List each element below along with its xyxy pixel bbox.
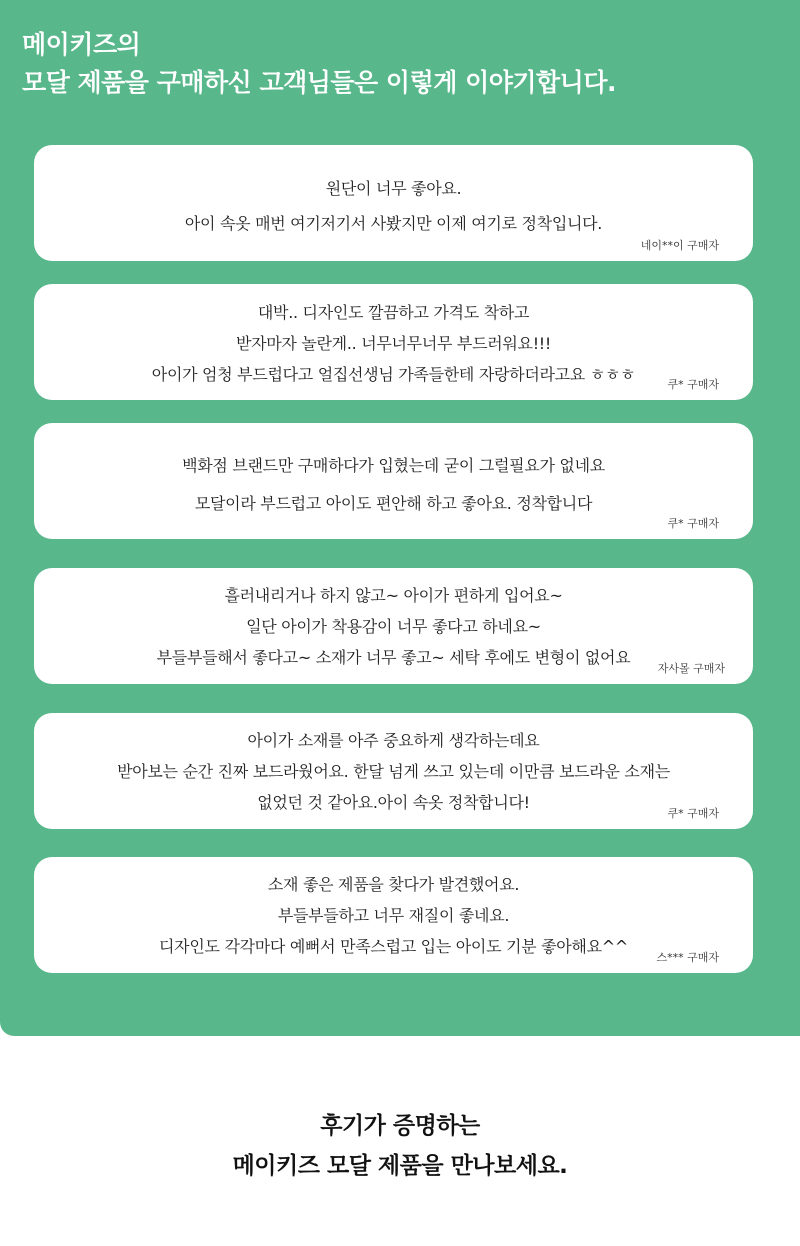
review-line: 디자인도 각각마다 예뻐서 만족스럽고 입는 아이도 기분 좋아해요^^: [159, 937, 628, 956]
review-text: [34, 447, 753, 523]
review-card: [34, 423, 753, 539]
review-line: 받자마자 놀란게.. 너무너무너무 부드러워요!!!: [235, 334, 552, 353]
review-line: 부들부들해서 좋다고~ 소재가 너무 좋고~ 세탁 후에도 변형이 없어요: [156, 648, 631, 667]
review-line: 원단이 너무 좋아요.: [325, 179, 462, 198]
buyer-label: 쿠* 구매자: [667, 378, 719, 391]
review-line: 일단 아이가 착용감이 너무 좋다고 하네요~: [246, 617, 541, 636]
buyer-label: 쿠* 구매자: [667, 807, 719, 820]
closing-message: [0, 1106, 800, 1186]
review-line: 소재 좋은 제품을 찾다가 발견했어요.: [267, 875, 520, 894]
review-line: 모달이라 부드럽고 아이도 편안해 하고 좋아요. 정착합니다: [194, 494, 593, 513]
review-line: 받아보는 순간 진짜 보드라웠어요. 한달 넘게 쓰고 있는데 이만큼 보드라운 소재는: [117, 762, 670, 781]
buyer-label: 네이**이 구매자: [640, 239, 719, 252]
review-card: [34, 284, 753, 400]
closing-line-2: 메이키즈 모달 제품을 만나보세요.: [232, 1153, 568, 1179]
review-line: 대박.. 디자인도 깔끔하고 가격도 착하고: [257, 303, 530, 322]
review-card: [34, 857, 753, 973]
review-line: 아이 속옷 매번 여기저기서 사봤지만 이제 여기로 정착입니다.: [184, 214, 603, 233]
closing-line-1: 후기가 증명하는: [320, 1113, 480, 1139]
review-card: [34, 145, 753, 261]
buyer-label: 스*** 구매자: [656, 951, 719, 964]
review-text: [34, 580, 753, 673]
review-line: 백화점 브랜드만 구매하다가 입혔는데 굳이 그럴필요가 없네요: [182, 456, 605, 475]
header-line-2: 모달 제품을 구매하신 고객님들은 이렇게 이야기합니다.: [22, 68, 616, 97]
review-line: 아이가 엄청 부드럽다고 얼집선생님 가족들한테 자랑하더라고요 ㅎㅎㅎ: [151, 365, 636, 384]
review-text: [34, 297, 753, 390]
header-line-1: 메이키즈의: [22, 30, 141, 59]
buyer-label: 쿠* 구매자: [667, 517, 719, 530]
reviews-header: [22, 26, 616, 102]
review-text: [34, 869, 753, 962]
review-line: 아이가 소재를 아주 중요하게 생각하는데요: [247, 731, 540, 750]
buyer-label: 자사몰 구매자: [657, 662, 725, 675]
review-line: 흘러내리거나 하지 않고~ 아이가 편하게 입어요~: [224, 586, 563, 605]
review-text: [34, 725, 753, 818]
review-text: [34, 171, 753, 241]
review-line: 없었던 것 같아요.아이 속옷 정착합니다!: [257, 793, 530, 812]
review-card: [34, 568, 753, 684]
review-card: [34, 713, 753, 829]
review-line: 부들부들하고 너무 재질이 좋네요.: [277, 906, 510, 925]
